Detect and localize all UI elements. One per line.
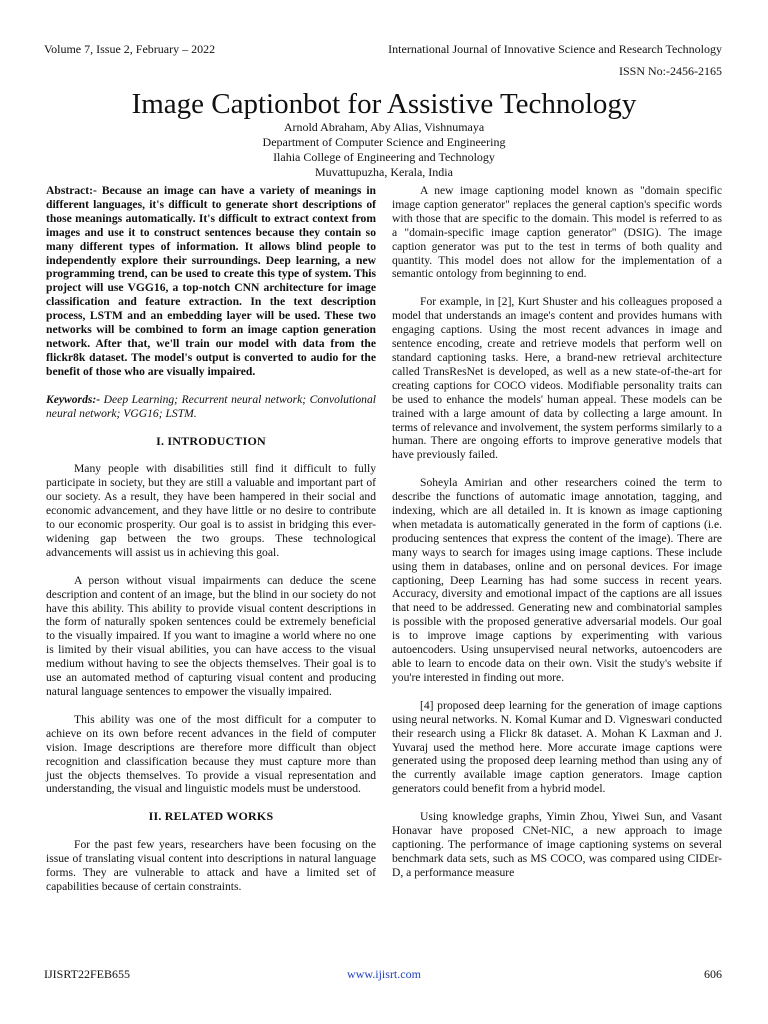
footer-page-number: 606 (704, 967, 722, 981)
paragraph: For example, in [2], Kurt Shuster and his colleagues proposed a model that understands an image's content and provides humans with engaging captions. Using the most recent advances in image and sentence encoding, create and retrieve models that perform well on standard captioning tasks. Here, a brand-new retrieval architecture called TransResNet is developed, as well as a new state-of-the-art for creating captions for COCO videos. Modifiable personality traits can be used to enhance the models' human appeal. These models can be trained with a large amount of data by collecting a large amount. In terms of relevance and involvement, the system performs similarly to a human. There are ongoing efforts to improve generative models that have previously failed. (392, 295, 723, 462)
header-volume: Volume 7, Issue 2, February – 2022 (44, 42, 216, 56)
section-heading-introduction: I. INTRODUCTION (156, 433, 266, 448)
paragraph: Soheyla Amirian and other researchers coined the term to describe the functions of automatic image annotation, tagging, and indexing, which are all detailed in. It is known as image captioning when metadata is automatically generated in the form of captions (i.e. producing sentences that express the content of the image). There are many ways to search for images using image captions. These include using them in databases, online and on personal devices. For image captioning, Deep Learning has had some success in recent years. Accuracy, diversity and emotional impact of the captions are all issues that need to be addressed. Generating new and combinatorial samples is possible with the proposed generative adversarial models. Our goal is to improve image captions by experimenting with various autoencoders. Using unsupervised neural networks, autoencoders are able to learn to encode data on their own. Visit the study's website if you're interested in finding out more. (392, 476, 722, 684)
paragraph: [4] proposed deep learning for the generation of image captions using neural networks. N. Komal Kumar and D. Vigneswari conducted their research using a Flickr 8k dataset. A. Mohan K Laxman and J. Yuvaraj used the method here. More accurate image captions were generated using the proposed deep learning method than using any of the currently available image caption generators. Image caption generators could benefit from a hybrid model. (392, 698, 722, 796)
keywords-label: Keywords:- (46, 392, 101, 406)
paragraph: For the past few years, researchers have been focusing on the issue of translating visual content into descriptions in natural language forms. They are vulnerable to attack and have a limited set of capabilities because of certain constraints. (46, 838, 376, 893)
paper-title: Image Captionbot for Assistive Technology (131, 88, 637, 120)
paragraph: A new image captioning model known as "domain specific image caption generator" replaces the general caption's specific words with those that are specific to the domain. This model is referred to as a "domain-specific image caption generator" (DSIG). The image caption generator was put to the test in terms of both quality and quantity. This model does not allow for the implementation of a semantic ontology from beginning to end. (392, 184, 722, 281)
footer-url-link[interactable]: www.ijisrt.com (347, 967, 421, 981)
right-column (392, 184, 722, 894)
abstract: Abstract:- Because an image can have a variety of meanings in different languages, it's difficult to generate short descriptions of those meanings automatically. It's difficult to extract context from images and use it to construct sentences because they contain so many different types of information. It allows blind people to independently explore their surroundings. Deep learning, a new programming trend, can be used to create this type of system. This project will use VGG16, a top-notch CNN architecture for image classification and feature extraction. In the text description process, LSTM and an embedding layer will be used. These two networks will be combined to form an image caption generation network. After that, we'll train our model with data from the flickr8k dataset. The model's output is converted to audio for the benefit of those who are visually impaired. (46, 184, 376, 378)
keywords (46, 393, 376, 421)
author-department: Department of Computer Science and Engineering (262, 135, 506, 149)
author-college: Ilahia College of Engineering and Technology (273, 150, 495, 164)
paragraph: Many people with disabilities still find it difficult to fully participate in society, but they are still a valuable and important part of our society. As a result, they have been hampered in their social and economic advancement, and they have little or no desire to contribute to our economic prosperity. Our goal is to assist in bridging this ever-widening gap between the two groups. These technological advancements will assist us in achieving this goal. (46, 462, 376, 559)
footer-paper-id: IJISRT22FEB655 (44, 967, 130, 981)
header-journal: International Journal of Innovative Science and Research Technology (388, 42, 722, 56)
header-issn: ISSN No:-2456-2165 (618, 64, 722, 78)
keywords-text: Deep Learning; Recurrent neural network; Convolutional neural network; VGG16; LSTM. (46, 392, 376, 420)
paragraph: A person without visual impairments can deduce the scene description and content of an image, but the blind in our society do not have this ability. This ability to provide visual content descriptions in the form of naturally spoken sentences could be extremely beneficial to the visually impaired. If you want to imagine a world where no one is limited by their visual abilities, you can have access to the visual medium without having to see the objects themselves. Their goal is to use an automated method of capturing visual content and producing natural language sentences to empower the visually impaired. (46, 573, 376, 698)
author-names: Arnold Abraham, Aby Alias, Vishnumaya (283, 120, 485, 134)
author-block (0, 120, 768, 180)
paragraph: This ability was one of the most difficult for a computer to achieve on its own before recent advances in the field of computer vision. Image descriptions are therefore more difficult than object recognition and classification because they must capture more than just the objects themselves. To provide a visual representation and understanding, the visual and linguistic models must be understood. (46, 712, 376, 796)
author-location: Muvattupuzha, Kerala, India (315, 165, 453, 179)
paragraph: Using knowledge graphs, Yimin Zhou, Yiwei Sun, and Vasant Honavar have proposed CNet-NIC, a new approach to image captioning. The performance of image captioning systems on several benchmark data sets, such as MS COCO, was compared using CIDEr-D, a performance measure (392, 810, 722, 879)
section-heading-related-works: II. RELATED WORKS (148, 809, 274, 824)
left-column (46, 184, 376, 908)
